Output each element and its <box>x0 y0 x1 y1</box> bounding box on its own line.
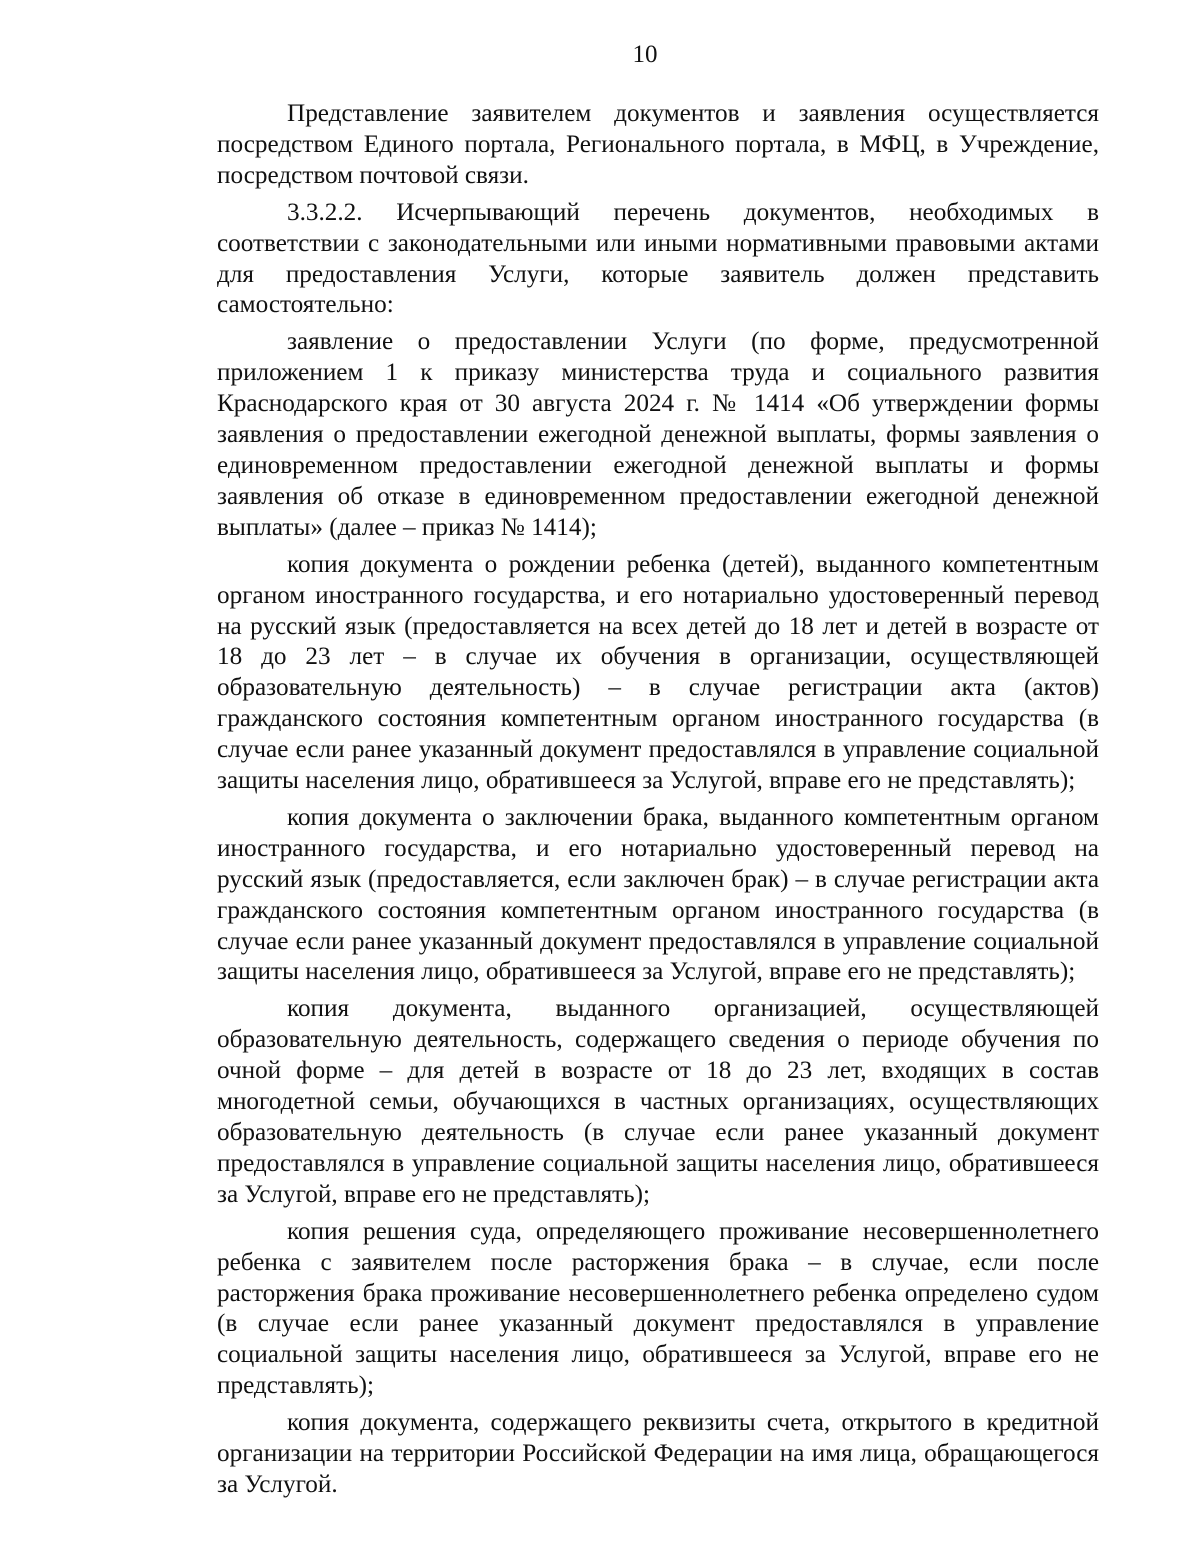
paragraph-submission-methods: Представление заявителем документов и заявления осуществляется посредством Единого портала, Регионального портала, в МФЦ, в Учреждение, посредством почтовой связи. <box>217 100 1099 189</box>
paragraph-application-form: заявление о предоставлении Услуги (по форме, предусмотренной приложением 1 к приказу министерства труда и социального развития Краснодарского края от 30 августа 2024 г. № 1414 «Об утверждении формы заявления о предоставлении ежегодной денежной выплаты, формы заявления о единовременном предоставлении ежегодной денежной выплаты и формы заявления об отказе в единовременном предоставлении ежегодной денежной выплаты» (далее – приказ № 1414); <box>217 328 1099 541</box>
paragraph-bank-account: копия документа, содержащего реквизиты счета, открытого в кредитной организации на территории Российской Федерации на имя лица, обращающегося за Услугой. <box>217 1409 1099 1498</box>
paragraph-court-decision: копия решения суда, определяющего проживание несовершеннолетнего ребенка с заявителем после расторжения брака – в случае, если после расторжения брака проживание несовершеннолетнего ребенка определено судом (в случае если ранее указанный документ предоставлялся в управление социальной защиты населения лицо, обратившееся за Услугой, вправе его не представлять); <box>217 1217 1099 1400</box>
document-body <box>217 99 1099 1507</box>
paragraph-marriage-document: копия документа о заключении брака, выданного компетентным органом иностранного государства, и его нотариально удостоверенный перевод на русский язык (предоставляется, если заключен брак) – в случае регистрации акта гражданского состояния компетентным органом иностранного государства (в случае если ранее указанный документ предоставлялся в управление социальной защиты населения лицо, обратившееся за Услугой, вправе его не представлять); <box>217 803 1099 986</box>
paragraph-section-3-3-2-2: 3.3.2.2. Исчерпывающий перечень документов, необходимых в соответствии с законодательными или иными нормативными правовыми актами для предоставления Услуги, которые заявитель должен представить самостоятельно: <box>217 198 1099 319</box>
paragraph-birth-document: копия документа о рождении ребенка (детей), выданного компетентным органом иностранного государства, и его нотариально удостоверенный перевод на русский язык (предоставляется на всех детей до 18 лет и детей в возрасте от 18 до 23 лет – в случае их обучения в организации, осуществляющей образовательную деятельность) – в случае регистрации акта (актов) гражданского состояния компетентным органом иностранного государства (в случае если ранее указанный документ предоставлялся в управление социальной защиты населения лицо, обратившееся за Услугой, вправе его не представлять); <box>217 550 1099 795</box>
page-number: 10 <box>632 41 658 68</box>
paragraph-education-document: копия документа, выданного организацией, осуществляющей образовательную деятельность, содержащего сведения о периоде обучения по очной форме – для детей в возрасте от 18 до 23 лет, входящих в состав многодетной семьи, обучающихся в частных организациях, осуществляющих образовательную деятельность (в случае если ранее указанный документ предоставлялся в управление социальной защиты населения лицо, обратившееся за Услугой, вправе его не представлять); <box>217 995 1099 1208</box>
